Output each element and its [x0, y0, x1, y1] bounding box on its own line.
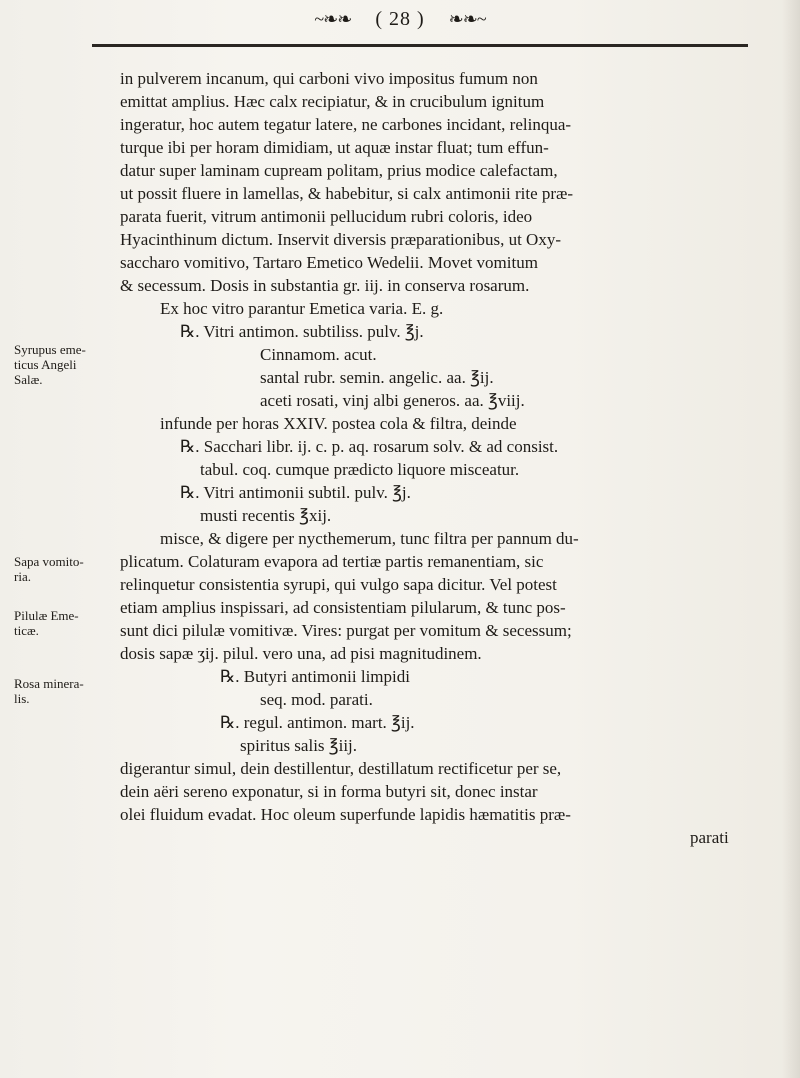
catchword: parati: [690, 828, 729, 847]
margin-note-line: lis.: [14, 691, 30, 706]
recipe-line: ℞. Butyri antimonii limpidi: [220, 667, 410, 686]
margin-note-sapa: [14, 554, 84, 584]
page-number: ( 28 ): [375, 8, 425, 30]
recipe-line: spiritus salis ℥iij.: [240, 736, 358, 755]
recipe-line: santal rubr. semin. angelic. aa. ℥ij.: [260, 368, 494, 387]
recipe-line: aceti rosati, vinj albi generos. aa. ℥viij.: [260, 391, 525, 410]
margin-note-rosa: [14, 676, 84, 706]
recipe-line: tabul. coq. cumque prædicto liquore misceatur.: [200, 460, 520, 479]
text-line: & secessum. Dosis in substantia gr. iij. in conserva rosarum.: [120, 276, 530, 295]
header-ornament-left: ~❧❧: [314, 9, 352, 29]
text-line: dein aëri sereno exponatur, si in forma butyri sit, donec instar: [120, 782, 538, 801]
text-line: Ex hoc vitro parantur Emetica varia. E. g.: [160, 299, 444, 318]
margin-note-line: Salæ.: [14, 372, 43, 387]
text-line: sunt dici pilulæ vomitivæ. Vires: purgat per vomitum & secessum;: [120, 621, 572, 640]
text-line: plicatum. Colaturam evapora ad tertiæ partis remanentiam, sic: [120, 552, 544, 571]
text-line: etiam amplius inspissari, ad consistentiam pilularum, & tunc pos-: [120, 598, 566, 617]
text-line: dosis sapæ ʒij. pilul. vero una, ad pisi magnitudinem.: [120, 644, 482, 663]
text-line: ut possit fluere in lamellas, & habebitur, si calx antimonii rite præ-: [120, 184, 574, 203]
recipe-line: Cinnamom. acut.: [260, 345, 377, 364]
text-line: infunde per horas XXIV. postea cola & filtra, deinde: [160, 414, 517, 433]
page-edge-shadow: [782, 0, 800, 1078]
text-line: saccharo vomitivo, Tartaro Emetico Wedelii. Movet vomitum: [120, 253, 538, 272]
header-ornament-right: ❧❧~: [448, 9, 486, 29]
margin-note-line: Rosa minera-: [14, 676, 84, 691]
recipe-line: musti recentis ℥xij.: [200, 506, 332, 525]
margin-note-pilulae: [14, 608, 79, 638]
text-line: emittat amplius. Hæc calx recipiatur, & in crucibulum ignitum: [120, 92, 545, 111]
text-line: olei fluidum evadat. Hoc oleum superfunde lapidis hæmatitis præ-: [120, 805, 571, 824]
text-line: relinquetur consistentia syrupi, qui vulgo sapa dicitur. Vel potest: [120, 575, 557, 594]
page-header: [0, 8, 800, 31]
margin-note-line: Syrupus eme-: [14, 342, 86, 357]
recipe-line: ℞. Vitri antimon. subtiliss. pulv. ℥j.: [180, 322, 424, 341]
text-line: misce, & digere per nycthemerum, tunc filtra per pannum du-: [160, 529, 579, 548]
text-line: ingeratur, hoc autem tegatur latere, ne carbones incidant, relinqua-: [120, 115, 572, 134]
text-line: digerantur simul, dein destillentur, destillatum rectificetur per se,: [120, 759, 562, 778]
margin-note-syrupus: [14, 342, 86, 387]
recipe-line: seq. mod. parati.: [260, 690, 373, 709]
text-line: datur super laminam cupream politam, prius modice calefactam,: [120, 161, 558, 180]
margin-note-line: ticæ.: [14, 623, 39, 638]
text-line: parata fuerit, vitrum antimonii pellucidum rubri coloris, ideo: [120, 207, 533, 226]
recipe-line: ℞. regul. antimon. mart. ℥ij.: [220, 713, 415, 732]
margin-note-line: ria.: [14, 569, 31, 584]
recipe-line: ℞. Sacchari libr. ij. c. p. aq. rosarum solv. & ad consist.: [180, 437, 559, 456]
text-line: Hyacinthinum dictum. Inservit diversis præparationibus, ut Oxy-: [120, 230, 561, 249]
margin-note-line: ticus Angeli: [14, 357, 77, 372]
recipe-line: ℞. Vitri antimonii subtil. pulv. ℥j.: [180, 483, 411, 502]
margin-note-line: Pilulæ Eme-: [14, 608, 79, 623]
margin-note-line: Sapa vomito-: [14, 554, 84, 569]
text-line: in pulverem incanum, qui carboni vivo impositus fumum non: [120, 69, 538, 88]
text-line: turque ibi per horam dimidiam, ut aquæ instar fluat; tum effun-: [120, 138, 549, 157]
header-rule: [92, 44, 748, 47]
